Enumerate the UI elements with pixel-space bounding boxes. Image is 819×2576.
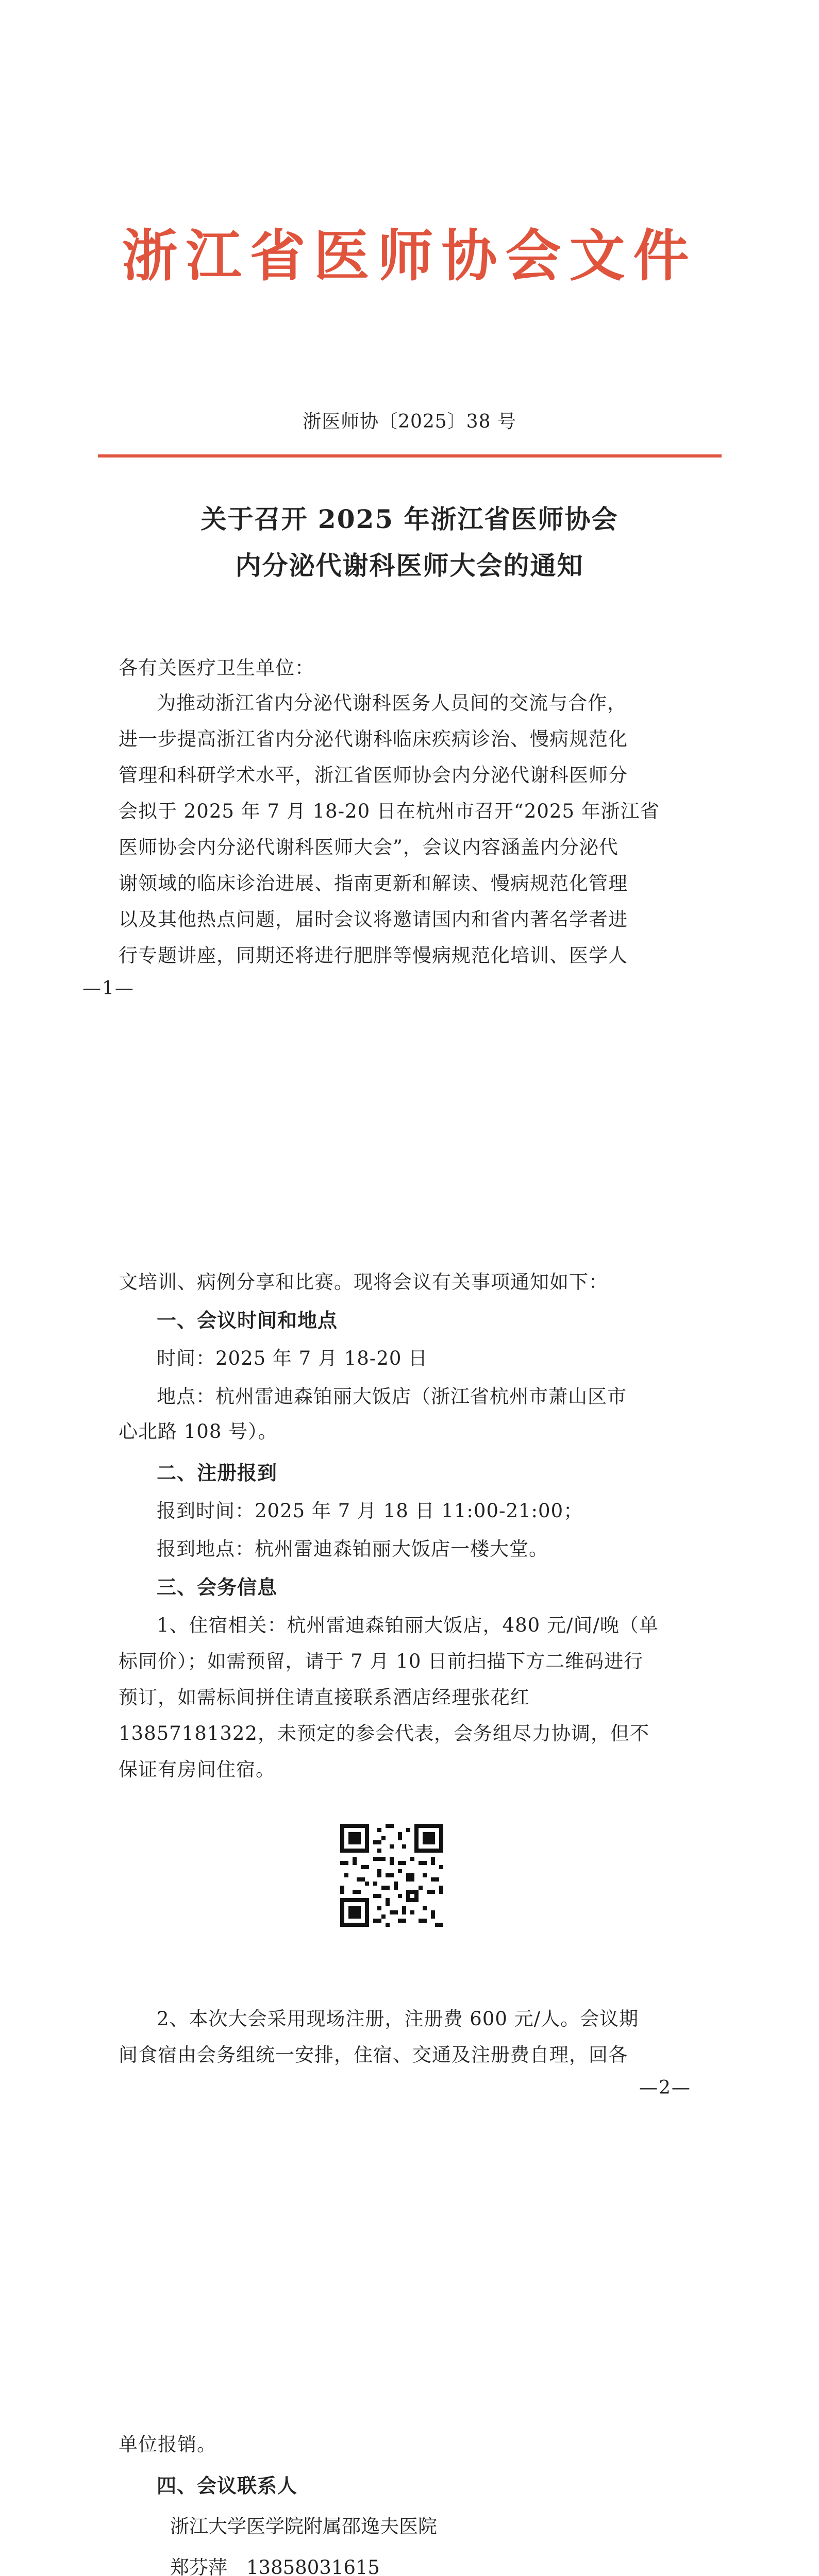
reimbursement-continuation: 单位报销。: [119, 2433, 216, 2455]
registration-time: 报到时间：2025 年 7 月 18 日 11:00-21:00；: [157, 1500, 583, 1522]
document-number: 浙医师协〔2025〕38 号: [303, 411, 516, 432]
intro-line: 医师协会内分泌代谢科医师大会”，会议内容涵盖内分泌代: [119, 836, 619, 858]
intro-continuation: 文培训、病例分享和比赛。现将会议有关事项通知如下：: [119, 1271, 608, 1293]
registration-place: 报到地点：杭州雷迪森铂丽大饭店一楼大堂。: [157, 1538, 548, 1560]
contact-organization: 浙江大学医学院附属邵逸夫医院: [170, 2515, 437, 2537]
section-heading: 一、会议时间和地点: [157, 1309, 338, 1332]
accommodation-line: 1、住宿相关：杭州雷迪森铂丽大饭店，480 元/间/晚（单: [157, 1614, 659, 1636]
intro-line: 管理和科研学术水平，浙江省医师协会内分泌代谢科医师分: [119, 764, 628, 786]
registration-fee-line: 2、本次大会采用现场注册，注册费 600 元/人。会议期: [157, 2008, 639, 2030]
document-header-title: 浙江省医师协会文件: [122, 224, 697, 289]
notice-title-line-2: 内分泌代谢科医师大会的通知: [235, 550, 584, 581]
page-number: —2—: [639, 2077, 691, 2098]
intro-line: 行专题讲座，同期还将进行肥胖等慢病规范化培训、医学人: [119, 944, 628, 967]
intro-line: 会拟于 2025 年 7 月 18-20 日在杭州市召开“2025 年浙江省: [119, 800, 660, 822]
section-heading: 四、会议联系人: [157, 2475, 298, 2497]
intro-line: 为推动浙江省内分泌代谢科医务人员间的交流与合作，: [157, 692, 627, 714]
accommodation-line: 标同价）；如需预留，请于 7 月 10 日前扫描下方二维码进行: [119, 1650, 644, 1672]
section-heading: 三、会务信息: [157, 1576, 278, 1599]
page-1: [0, 0, 819, 1156]
accommodation-line: 13857181322，未预定的参会代表，会务组尽力协调，但不: [119, 1722, 649, 1744]
section-heading: 二、注册报到: [157, 1462, 278, 1484]
hotel-booking-qr-code[interactable]: [340, 1824, 443, 1927]
registration-fee-line: 间食宿由会务组统一安排，住宿、交通及注册费自理，回各: [119, 2044, 628, 2066]
meeting-place-cont: 心北路 108 号）。: [119, 1420, 278, 1443]
intro-line: 谢领域的临床诊治进展、指南更新和解读、慢病规范化管理: [119, 872, 628, 894]
page-number: —1—: [82, 978, 135, 999]
notice-title-line-1: 关于召开 2025 年浙江省医师协会: [200, 504, 619, 534]
page-2: [0, 1156, 819, 2312]
accommodation-line: 保证有房间住宿。: [119, 1758, 275, 1781]
intro-line: 以及其他热点问题，届时会议将邀请国内和省内著名学者进: [119, 908, 628, 930]
contact-person: 郑芬萍 13858031615: [170, 2556, 380, 2576]
salutation: 各有关医疗卫生单位：: [119, 657, 314, 679]
meeting-place: 地点：杭州雷迪森铂丽大饭店（浙江省杭州市萧山区市: [157, 1385, 627, 1408]
header-red-rule: [98, 454, 722, 457]
page-3: [0, 2312, 819, 2576]
meeting-time: 时间：2025 年 7 月 18-20 日: [157, 1347, 428, 1369]
intro-line: 进一步提高浙江省内分泌代谢科临床疾病诊治、慢病规范化: [119, 728, 628, 750]
accommodation-line: 预订，如需标间拼住请直接联系酒店经理张花红: [119, 1686, 530, 1708]
